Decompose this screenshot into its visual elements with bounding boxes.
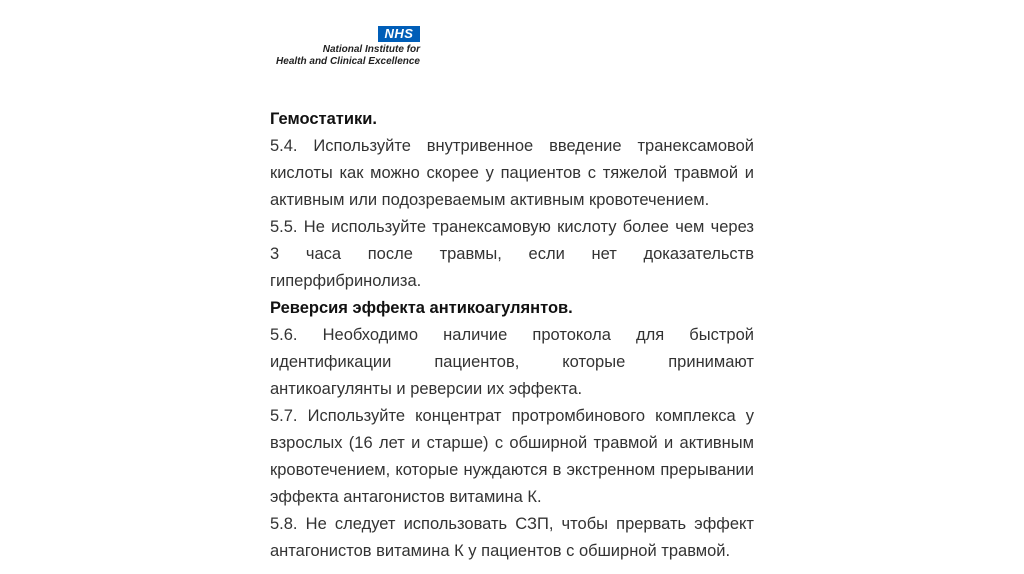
org-name-line2: Health and Clinical Excellence [276, 56, 420, 67]
paragraph-5-7: 5.7. Используйте концентрат протромбинового комплекса у взрослых (16 лет и старше) с обширной травмой и активным кровотечением, которые нуждаются в экстренном прерывании эффекта антагонистов витамина К. [270, 407, 754, 506]
paragraph-5-6: 5.6. Необходимо наличие протокола для быстрой идентификации пациентов, которые принимают антикоагулянты и реверсии их эффекта. [270, 326, 754, 398]
slide-content [270, 106, 754, 565]
nice-logo [270, 26, 420, 68]
nhs-badge: NHS [378, 26, 420, 42]
paragraph-5-8: 5.8. Не следует использовать СЗП, чтобы прервать эффект антагонистов витамина К у пациентов с обширной травмой. [270, 515, 754, 560]
section-heading-anticoagulant-reversal: Реверсия эффекта антикоагулянтов. [270, 299, 573, 317]
section-heading-hemostatics: Гемостатики. [270, 110, 377, 128]
paragraph-5-4: 5.4. Используйте внутривенное введение транексамовой кислоты как можно скорее у пациентов с тяжелой травмой и активным или подозреваемым активным кровотечением. [270, 137, 754, 209]
paragraph-5-5: 5.5. Не используйте транексамовую кислоту более чем через 3 часа после травмы, если нет доказательств гиперфибринолиза. [270, 218, 754, 290]
org-name-line1: National Institute for [322, 44, 420, 55]
